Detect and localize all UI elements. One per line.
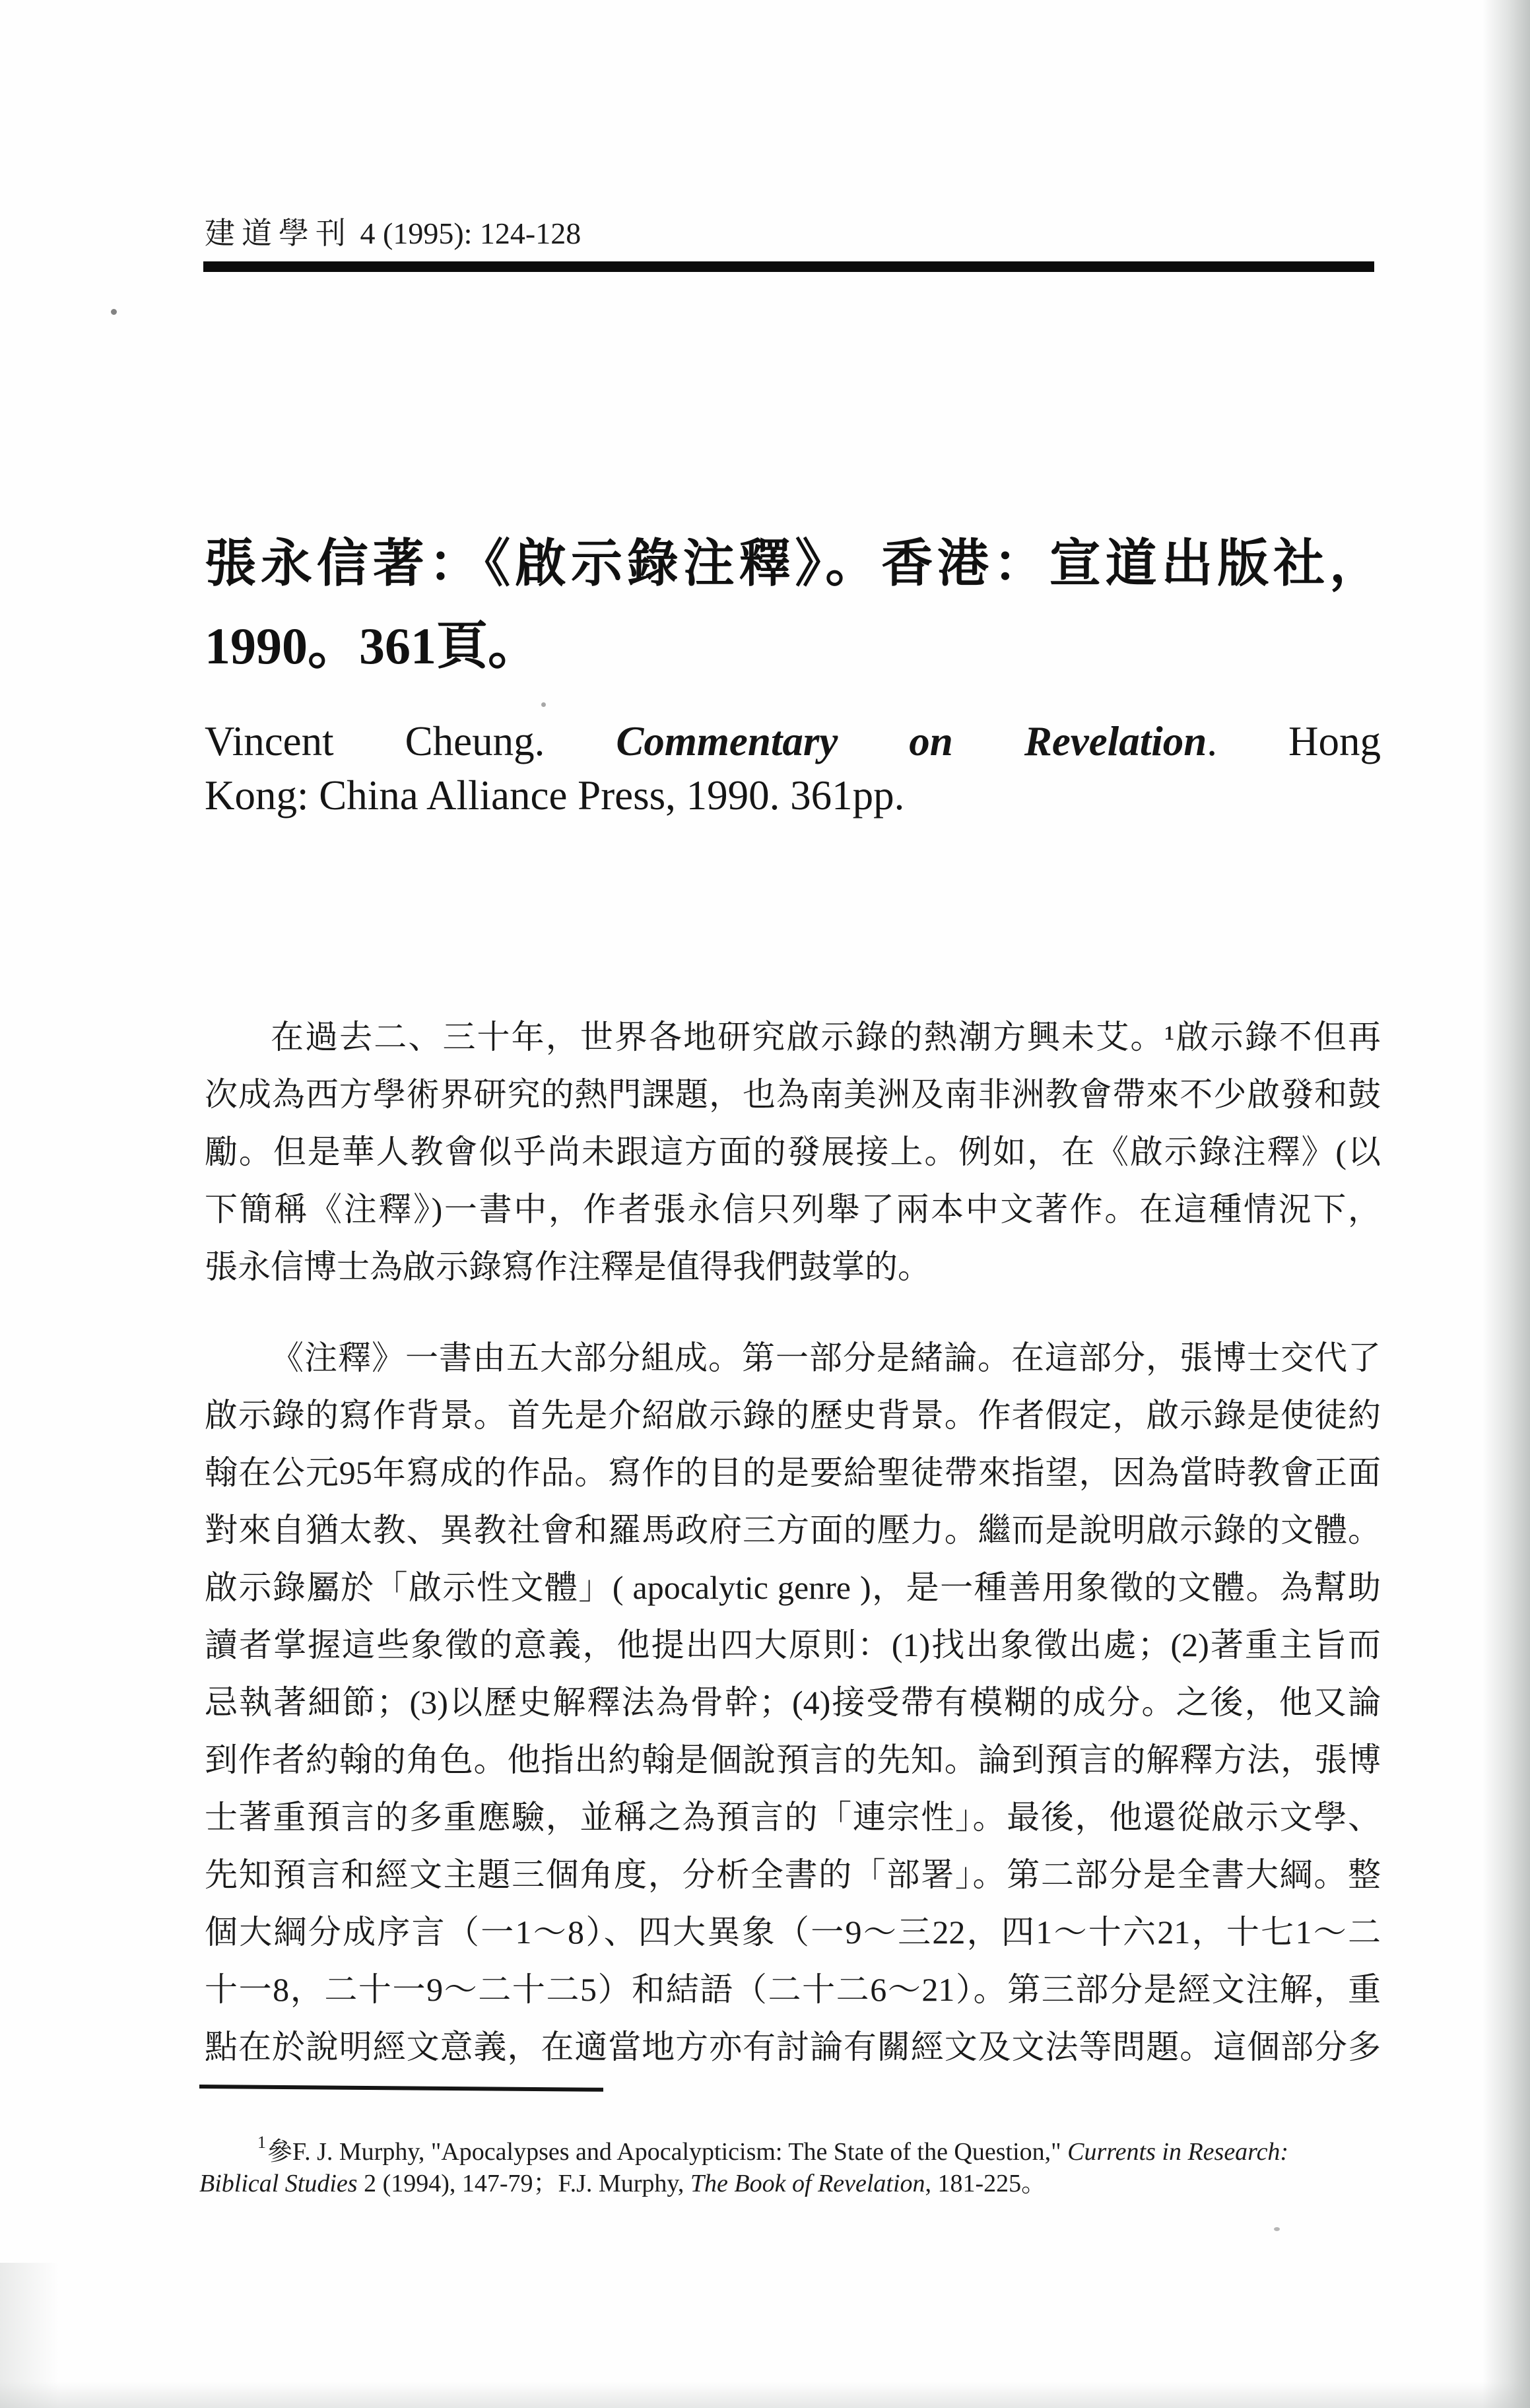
body-text-line: 點在於說明經文意義，在適當地方亦有討論有關經文及文法等問題。這個部分多 [205, 2028, 1381, 2065]
footnote-marker: 1 [257, 2133, 266, 2152]
body-text-line: 個大綱分成序言（一1～8）、四大異象（一9～三22，四1～十六21，十七1～二 [205, 1914, 1381, 1951]
body-text-line: 先知預言和經文主題三個角度，分析全書的「部署」。第二部分是全書大綱。整 [205, 1856, 1381, 1893]
page-edge-shadow-bottom [0, 2382, 1530, 2408]
journal-issue-pages: 4 (1995): 124-128 [360, 217, 582, 250]
body-text-line: 下簡稱《注釋》)一書中，作者張永信只列舉了兩本中文著作。在這種情況下， [205, 1191, 1381, 1228]
book-title-zh-line2: 1990。361頁。 [205, 617, 540, 675]
body-text-line: 對來自猶太教、異教社會和羅馬政府三方面的壓力。繼而是說明啟示錄的文體。 [205, 1512, 1381, 1549]
journal-header [205, 217, 581, 251]
footnote-line-1 [199, 2127, 1288, 2168]
body-text-line: 啟示錄的寫作背景。首先是介紹啟示錄的歷史背景。作者假定，啟示錄是使徒約 [205, 1397, 1381, 1434]
body-text-line: 勵。但是華人教會似乎尚未跟這方面的發展接上。例如，在《啟示錄注釋》(以 [205, 1133, 1381, 1170]
body-text-line: 啟示錄屬於「啟示性文體」( apocalytic genre )，是一種善用象徵的文體。為幫助 [205, 1569, 1381, 1606]
body-text-line: 忌執著細節；(3)以歷史解釋法為骨幹；(4)接受帶有模糊的成分。之後，他又論 [205, 1684, 1381, 1721]
body-text-line: 在過去二、三十年，世界各地研究啟示錄的熱潮方興未艾。¹啟示錄不但再 [271, 1019, 1381, 1055]
footnote-book-title: The Book of Revelation [690, 2170, 925, 2197]
journal-name: 建道學刊 [205, 217, 352, 250]
body-text-line: 次成為西方學術界研究的熱門課題，也為南美洲及南非洲教會帶來不少啟發和鼓 [205, 1076, 1381, 1113]
footnote-rule [199, 2085, 603, 2092]
body-text-line: 讀者掌握這些象徵的意義，他提出四大原則：(1)找出象徵出處；(2)著重主旨而 [205, 1626, 1381, 1663]
header-rule [203, 261, 1374, 272]
body-text-line: 到作者約翰的角色。他指出約翰是個說預言的先知。論到預言的解釋方法，張博 [205, 1741, 1381, 1778]
page-edge-shadow-right [1482, 0, 1530, 2408]
citation-line-1 [205, 717, 1381, 766]
citation-line-2: Kong: China Alliance Press, 1990. 361pp. [205, 772, 905, 819]
footnote-line-2 [199, 2168, 1046, 2199]
citation-line1-tail: . Hong [1207, 718, 1381, 764]
footnote-text: 2 (1994), 147-79；F.J. Murphy, [357, 2170, 690, 2197]
body-text-line: 《注釋》一書由五大部分組成。第一部分是緒論。在這部分，張博士交代了 [271, 1339, 1381, 1376]
footnote-journal-title: Currents in Research: [1067, 2138, 1289, 2166]
footnote-journal-title-cont: Biblical Studies [199, 2170, 358, 2197]
body-text-line: 士著重預言的多重應驗，並稱之為預言的「連宗性」。最後，他還從啟示文學、 [205, 1799, 1381, 1836]
body-text-line: 張永信博士為啟示錄寫作注釋是值得我們鼓掌的。 [205, 1248, 931, 1285]
book-title-zh-line1: 張永信著：《啟示錄注釋》。香港：宣道出版社， [205, 535, 1381, 592]
citation-author: Vincent Cheung. [205, 718, 616, 764]
footnote-text: , 181-225。 [925, 2170, 1047, 2197]
scan-speck [541, 702, 546, 707]
body-text-line: 十一8，二十一9～二十二5）和結語（二十二6～21）。第三部分是經文注解，重 [205, 1971, 1381, 2008]
footnote-text: 參F. J. Murphy, "Apocalypses and Apocalypticism: The State of the Question," [267, 2138, 1068, 2166]
citation-book-title: Commentary on Revelation [616, 718, 1207, 764]
body-text-line: 翰在公元95年寫成的作品。寫作的目的是要給聖徒帶來指望，因為當時教會正面 [205, 1454, 1381, 1491]
scan-speck [1274, 2227, 1280, 2231]
page-corner-shadow [0, 2263, 59, 2408]
scan-speck [111, 309, 117, 315]
